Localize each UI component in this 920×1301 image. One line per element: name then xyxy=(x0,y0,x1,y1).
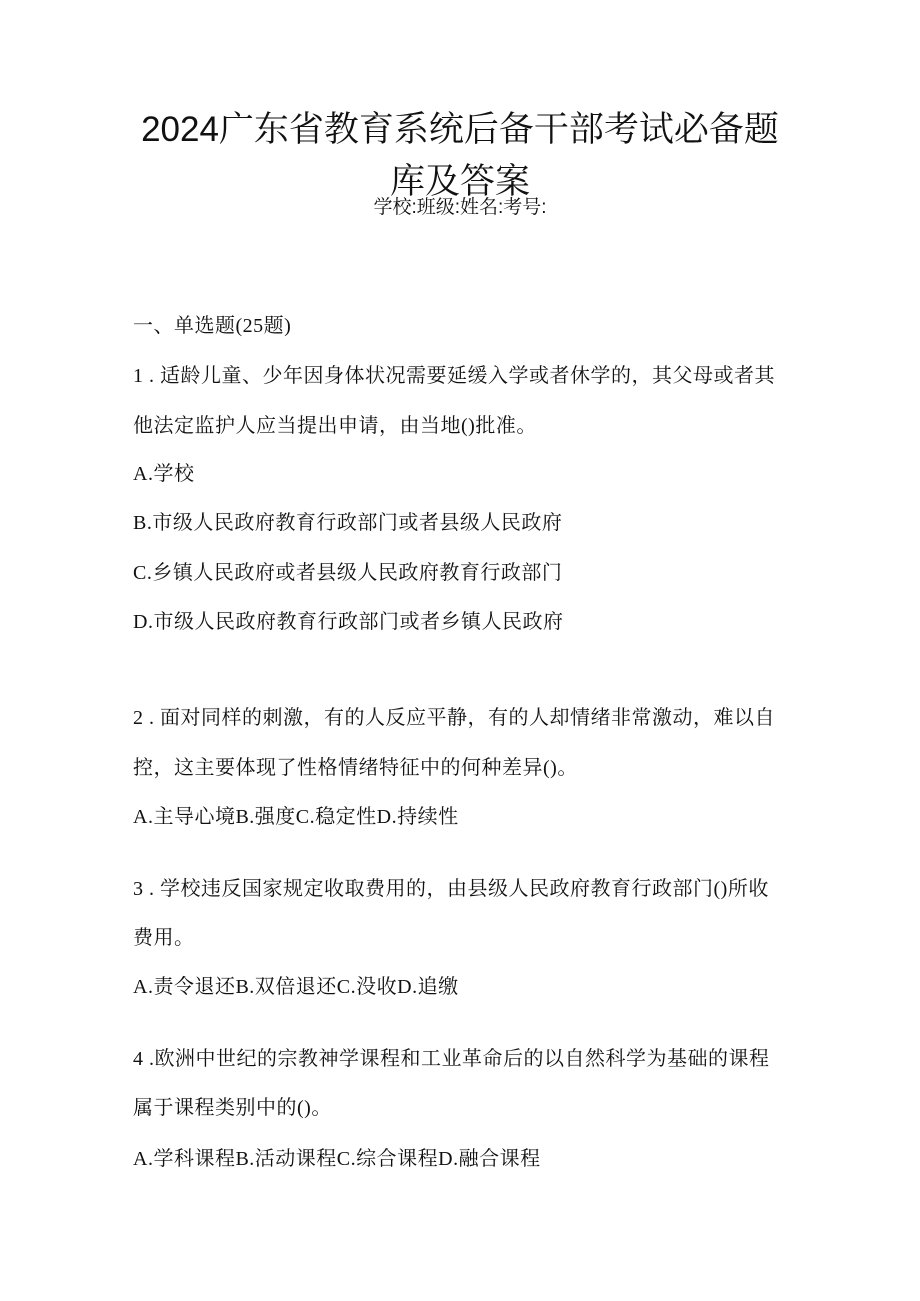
document-title-line2: 库及答案 xyxy=(389,162,530,201)
option: C.乡镇人民政府或者县级人民政府教育行政部门 xyxy=(133,562,563,584)
question-text: 属于课程类别中的()。 xyxy=(133,1097,332,1119)
option: A.主导心境B.强度C.稳定性D.持续性 xyxy=(133,806,459,828)
option: D.市级人民政府教育行政部门或者乡镇人民政府 xyxy=(133,611,564,633)
question-text: 2 . 面对同样的刺激，有的人反应平静，有的人却情绪非常激动，难以自 xyxy=(133,707,775,729)
section-heading: 一、单选题(25题) xyxy=(133,315,292,337)
option: A.学科课程B.活动课程C.综合课程D.融合课程 xyxy=(133,1148,541,1170)
student-info-fields: 学校:班级:姓名:考号: xyxy=(373,197,547,218)
option: A.责令退还B.双倍退还C.没收D.追缴 xyxy=(133,976,459,998)
question-text: 控，这主要体现了性格情绪特征中的何种差异()。 xyxy=(133,757,578,779)
question-text: 1 . 适龄儿童、少年因身体状况需要延缓入学或者休学的，其父母或者其 xyxy=(133,365,775,387)
question-text: 他法定监护人应当提出申请，由当地()批准。 xyxy=(133,415,537,437)
question-text: 3 . 学校违反国家规定收取费用的，由县级人民政府教育行政部门()所收 xyxy=(133,878,769,900)
question-text: 费用。 xyxy=(133,927,195,949)
question-text: 4 .欧洲中世纪的宗教神学课程和工业革命后的以自然科学为基础的课程 xyxy=(133,1048,770,1070)
document-title-line1: 2024广东省教育系统后备干部考试必备题 xyxy=(141,110,779,149)
option: B.市级人民政府教育行政部门或者县级人民政府 xyxy=(133,512,563,534)
option: A.学校 xyxy=(133,463,195,485)
